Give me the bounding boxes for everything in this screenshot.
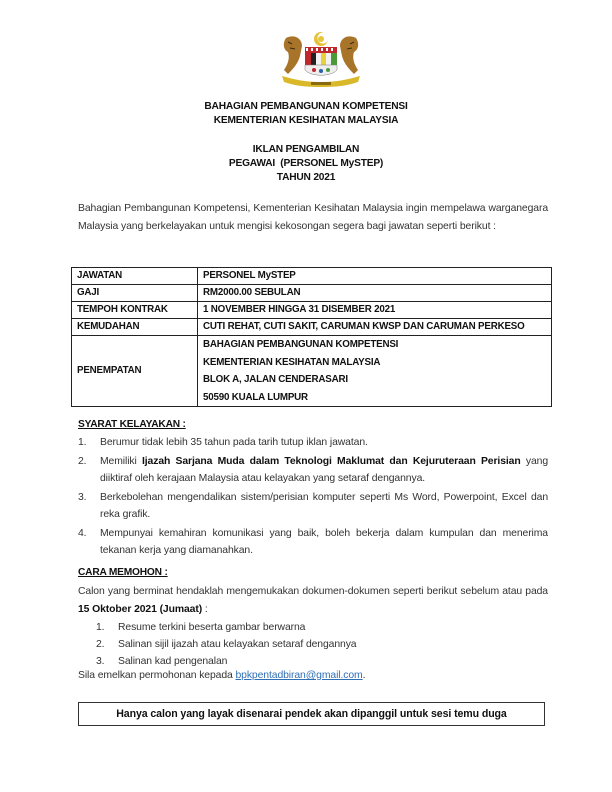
- list-item: [96, 636, 356, 653]
- deadline: 15 Oktober 2021 (Jumaat): [78, 603, 203, 615]
- list-item: [78, 489, 548, 524]
- row-label: KEMUDAHAN: [72, 319, 198, 336]
- email-link[interactable]: bpkpentadbiran@gmail.com: [235, 670, 363, 681]
- row-label: GAJI: [72, 285, 198, 302]
- division-heading: BAHAGIAN PEMBANGUNAN KOMPETENSI: [204, 101, 408, 112]
- list-item: [78, 525, 548, 560]
- item-number: 1.: [96, 622, 105, 633]
- address-line: KEMENTERIAN KESIHATAN MALAYSIA: [203, 356, 381, 368]
- address-line: BLOK A, JALAN CENDERASARI: [203, 374, 348, 385]
- ad-title: IKLAN PENGAMBILAN: [252, 144, 360, 155]
- intro-paragraph: Bahagian Pembangunan Kompetensi, Kementerian Kesihatan Malaysia ingin mempelawa warganegara Malaysia yang berkelayakan untuk mengisi kekosongan segera bagi jawatan seperti berikut :: [78, 203, 548, 232]
- table-row: [72, 302, 552, 319]
- row-value: CUTI REHAT, CUTI SAKIT, CARUMAN KWSP DAN CARUMAN PERKESO: [198, 319, 552, 336]
- item-text: Salinan sijil ijazah atau kelayakan setaraf dengannya: [118, 639, 357, 650]
- row-label: JAWATAN: [72, 268, 198, 285]
- application-title: CARA MEMOHON :: [78, 567, 168, 578]
- requirements-title: SYARAT KELAYAKAN :: [78, 419, 186, 430]
- item-number: 2.: [78, 455, 87, 467]
- coat-of-arms-icon: [276, 30, 366, 88]
- address-line: BAHAGIAN PEMBANGUNAN KOMPETENSI: [203, 339, 399, 350]
- list-item: [78, 434, 548, 452]
- item-text: Mempunyai kemahiran komunikasi yang baik, boleh bekerja dalam kumpulan dan menerima tekanan kerja yang diamanahkan.: [100, 527, 548, 556]
- application-text: Calon yang berminat hendaklah mengemukakan dokumen-dokumen seperti berikut sebelum atau pada: [78, 586, 548, 597]
- table-row: [72, 285, 552, 302]
- position-title: PEGAWAI (PERSONEL MySTEP): [228, 158, 384, 169]
- list-item: [96, 619, 356, 636]
- degree-requirement: Ijazah Sarjana Muda dalam Teknologi Maklumat dan Kejuruteraan Perisian: [141, 455, 521, 467]
- row-label: TEMPOH KONTRAK: [72, 302, 198, 319]
- ministry-heading: KEMENTERIAN KESIHATAN MALAYSIA: [213, 115, 399, 126]
- list-item: [96, 653, 356, 670]
- table-row: [72, 319, 552, 336]
- email-instruction: [78, 670, 365, 681]
- item-text: Resume terkini beserta gambar berwarna: [118, 622, 306, 633]
- list-item: [78, 453, 548, 488]
- item-text: Memiliki: [100, 455, 142, 467]
- row-label: PENEMPATAN: [72, 336, 198, 407]
- application-text: :: [202, 603, 208, 615]
- row-value: PERSONEL MySTEP: [198, 268, 552, 285]
- table-row: [72, 268, 552, 285]
- item-number: 2.: [96, 639, 105, 650]
- item-text: Salinan kad pengenalan: [118, 656, 228, 667]
- item-text: yang diiktiraf oleh kerajaan Malaysia atau kelayakan yang setaraf dengannya.: [100, 455, 549, 484]
- item-number: 1.: [78, 437, 87, 448]
- row-value: 1 NOVEMBER HINGGA 31 DISEMBER 2021: [198, 302, 552, 319]
- item-number: 3.: [96, 656, 105, 667]
- placement-address: [198, 336, 552, 407]
- item-number: 3.: [78, 491, 87, 503]
- application-paragraph: [78, 583, 548, 618]
- email-instruction-text: .: [362, 670, 366, 681]
- address-line: 50590 KUALA LUMPUR: [203, 391, 308, 403]
- row-value: RM2000.00 SEBULAN: [198, 285, 552, 302]
- item-text: Berumur tidak lebih 35 tahun pada tarih tutup iklan jawatan.: [100, 437, 368, 448]
- year-heading: TAHUN 2021: [276, 172, 336, 183]
- item-number: 4.: [78, 527, 87, 539]
- email-instruction-text: Sila emelkan permohonan kepada: [78, 670, 236, 681]
- shortlist-notice: Hanya calon yang layak disenarai pendek akan dipanggil untuk sesi temu duga: [78, 702, 545, 726]
- documents-list: [96, 619, 356, 670]
- job-info-table: [71, 267, 552, 407]
- requirements-list: [78, 434, 548, 561]
- table-row-placement: [72, 336, 552, 407]
- item-text: Berkebolehan mengendalikan sistem/perisian komputer seperti Ms Word, Powerpoint, Excel dan reka grafik.: [100, 491, 548, 520]
